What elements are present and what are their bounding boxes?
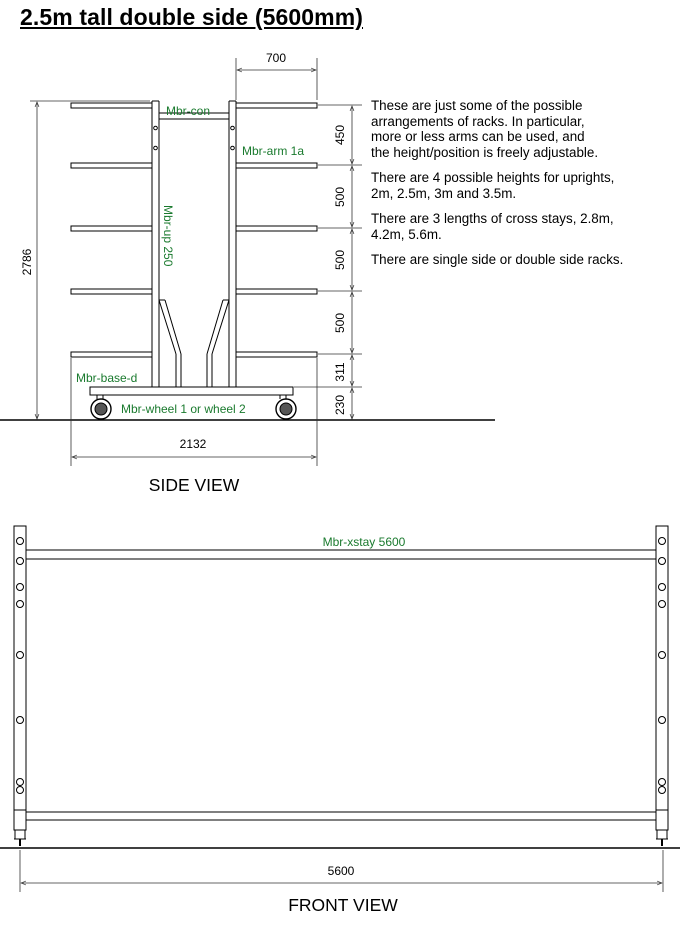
dim-spacing-2: 500 bbox=[333, 186, 347, 208]
front-upright-right bbox=[656, 526, 668, 830]
note-cross-stays: There are 3 lengths of cross stays, 2.8m, 4.2m, 5.6m. bbox=[371, 211, 614, 242]
dim-spacing-1: 450 bbox=[333, 124, 347, 146]
upright-right bbox=[229, 101, 236, 387]
note-side-options: There are single side or double side racks. bbox=[371, 252, 624, 267]
note-arrangements: These are just some of the possible arrangements of racks. In particular, more or less arms can be used, and the height/position is freely adjustable. bbox=[371, 98, 599, 160]
label-xstay: Mbr-xstay 5600 bbox=[322, 535, 406, 549]
side-view-caption: SIDE VIEW bbox=[148, 475, 240, 495]
wheel-left bbox=[91, 399, 111, 419]
cross-stay-bottom bbox=[26, 812, 656, 820]
upright-bolts bbox=[154, 126, 235, 150]
wheel-right bbox=[276, 399, 296, 419]
dim-front-width: 5600 bbox=[327, 864, 355, 878]
arms-left bbox=[71, 103, 152, 357]
arms-right bbox=[236, 103, 317, 357]
front-view bbox=[0, 526, 680, 848]
label-upright: Mbr-up 250 bbox=[161, 205, 175, 267]
label-base: Mbr-base-d bbox=[76, 371, 138, 385]
dim-spacing-5: 311 bbox=[333, 362, 347, 382]
note-upright-heights: There are 4 possible heights for uprights, 2m, 2.5m, 3m and 3.5m. bbox=[371, 170, 615, 201]
base-beam bbox=[90, 387, 293, 399]
dim-arm-length: 700 bbox=[265, 51, 287, 65]
cross-stay-top bbox=[26, 550, 656, 559]
dim-base-width: 2132 bbox=[179, 437, 207, 451]
dim-spacing-4: 500 bbox=[333, 312, 347, 334]
dim-spacing-6: 230 bbox=[333, 394, 347, 416]
label-arm: Mbr-arm 1a bbox=[242, 144, 305, 158]
dim-spacing-3: 500 bbox=[333, 249, 347, 271]
upright-left bbox=[152, 101, 159, 387]
front-upright-left bbox=[14, 526, 26, 830]
front-wheel-left bbox=[14, 830, 26, 846]
label-connector: Mbr-con bbox=[166, 104, 211, 118]
label-wheel: Mbr-wheel 1 or wheel 2 bbox=[121, 402, 246, 416]
front-view-caption: FRONT VIEW bbox=[288, 895, 398, 915]
upright-braces bbox=[159, 300, 229, 387]
front-wheel-right bbox=[656, 830, 668, 846]
page-title: 2.5m tall double side (5600mm) bbox=[20, 4, 364, 30]
dim-total-height: 2786 bbox=[20, 248, 34, 276]
